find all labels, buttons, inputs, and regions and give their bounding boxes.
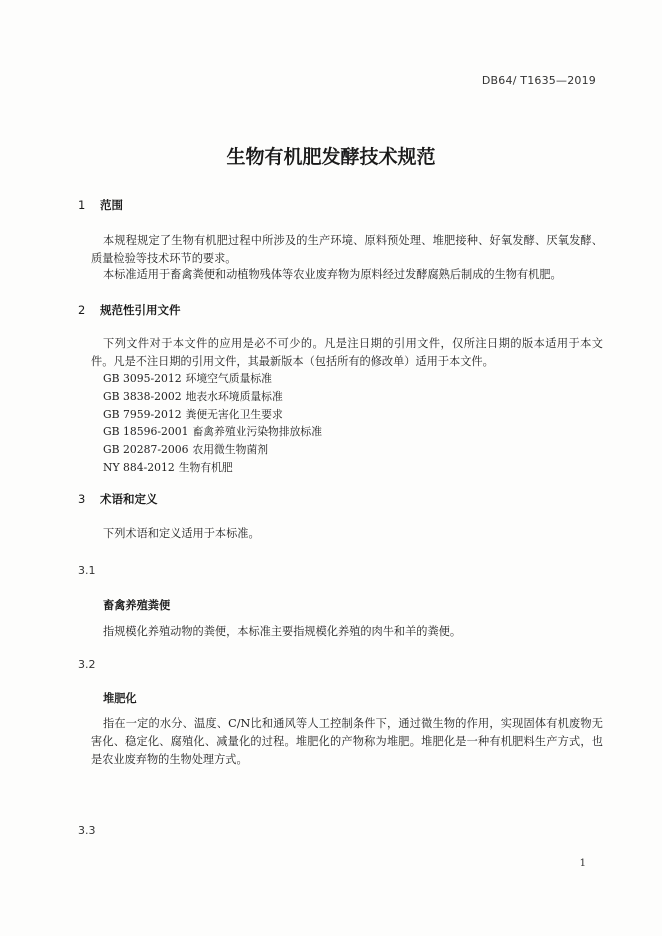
section-heading-normative-references	[78, 302, 181, 318]
term-definition: 指规模化养殖动物的粪便，本标准主要指规模化养殖的肉牛和羊的粪便。	[103, 625, 462, 638]
reference-code: GB 18596-2001	[103, 425, 189, 439]
section-number: 1	[78, 198, 86, 212]
reference-code: GB 20287-2006	[103, 443, 189, 457]
section-number: 3	[78, 492, 86, 506]
reference-name: 畜禽养殖业污染物排放标准	[192, 425, 323, 439]
reference-code: GB 3838-2002	[103, 389, 182, 403]
term-number: 3.2	[78, 658, 96, 671]
scope-paragraph-2: 本标准适用于畜禽粪便和动植物残体等农业废弃物为原料经过发酵腐熟后制成的生物有机肥。	[103, 268, 562, 281]
section-title: 术语和定义	[100, 492, 158, 506]
reference-item	[103, 459, 322, 477]
reference-item	[103, 370, 322, 388]
section-heading-terms	[78, 491, 158, 507]
reference-name: 环境空气质量标准	[185, 372, 272, 385]
reference-item	[103, 441, 322, 459]
reference-code: NY 884-2012	[103, 460, 175, 474]
reference-code: GB 3095-2012	[103, 372, 182, 385]
section-title: 规范性引用文件	[100, 303, 181, 317]
term-number: 3.1	[78, 564, 96, 577]
section-title: 范围	[100, 198, 124, 212]
term-title: 畜禽养殖粪便	[103, 599, 171, 612]
term-title: 堆肥化	[103, 692, 137, 705]
term-number: 3.3	[78, 824, 96, 837]
scope-paragraph-1: 本规程规定了生物有机肥过程中所涉及的生产环境、原料预处理、堆肥接种、好氧发酵、厌氧发酵、质量检验等技术环节的要求。	[91, 234, 603, 265]
references-intro-paragraph: 下列文件对于本文件的应用是必不可少的。凡是注日期的引用文件，仅所注日期的版本适用于本文件。凡是不注日期的引用文件，其最新版本（包括所有的修改单）适用于本文件。	[91, 337, 603, 368]
section-heading-scope	[78, 197, 123, 213]
reference-item	[103, 388, 322, 406]
reference-name: 地表水环境质量标准	[185, 389, 283, 403]
reference-item	[103, 423, 322, 441]
document-title: 生物有机肥发酵技术规范	[226, 146, 436, 168]
terms-intro-paragraph: 下列术语和定义适用于本标准。	[103, 527, 260, 540]
standard-code: DB64/ T1635—2019	[481, 74, 596, 87]
page-number: 1	[579, 858, 586, 869]
reference-name: 粪便无害化卫生要求	[185, 407, 283, 421]
reference-code: GB 7959-2012	[103, 407, 182, 421]
reference-list	[103, 370, 322, 477]
section-number: 2	[78, 303, 86, 317]
term-definition: 指在一定的水分、温度、C/N比和通风等人工控制条件下，通过微生物的作用，实现固体有机废物无害化、稳定化、腐殖化、减量化的过程。堆肥化的产物称为堆肥。堆肥化是一种有机肥料生产方式，也是农业废弃物的生物处理方式。	[91, 717, 603, 766]
reference-name: 生物有机肥	[178, 460, 233, 474]
reference-name: 农用微生物菌剂	[192, 443, 269, 457]
reference-item	[103, 406, 322, 424]
